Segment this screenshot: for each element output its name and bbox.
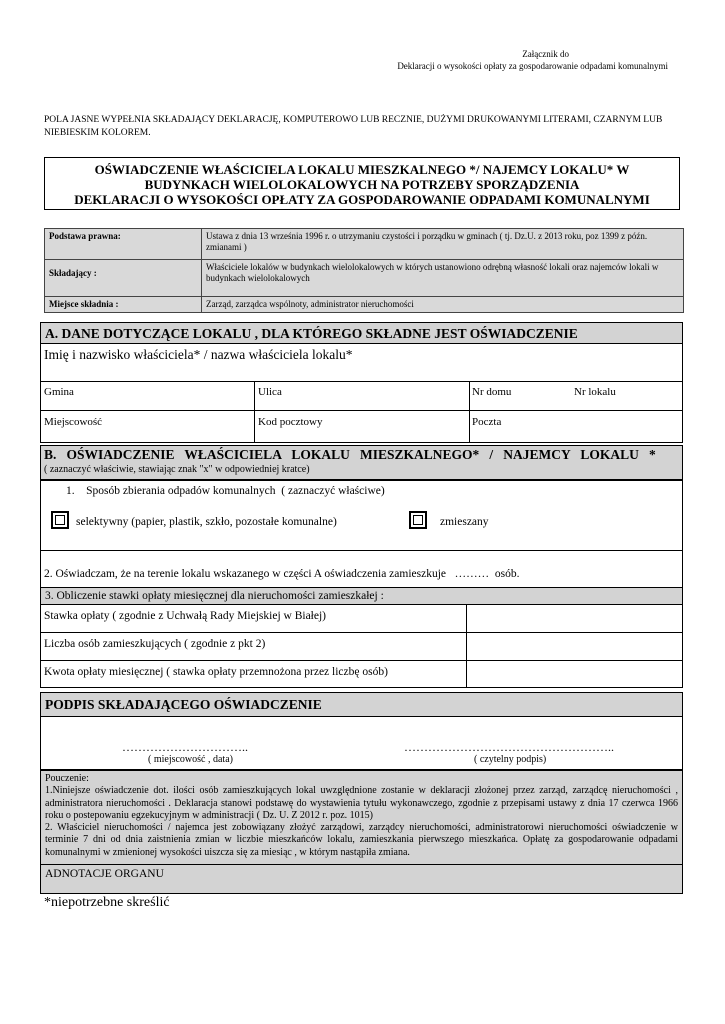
info-label: Podstawa prawna: bbox=[45, 229, 202, 260]
poczta-label: Poczta bbox=[472, 416, 502, 428]
section-b-header: B. OŚWIADCZENIE WŁAŚCICIELA LOKALU MIESZKALNEGO* / NAJEMCY LOKALU * bbox=[44, 447, 656, 462]
info-row-place bbox=[45, 297, 684, 313]
rate-field[interactable] bbox=[468, 606, 680, 631]
kod-pocztowy-field[interactable] bbox=[256, 427, 466, 441]
gmina-field[interactable] bbox=[42, 396, 252, 409]
amount-label: Kwota opłaty miesięcznej ( stawka opłaty przemnożona przez liczbę osób) bbox=[44, 666, 388, 678]
amount-field[interactable] bbox=[468, 662, 680, 687]
kod-pocztowy-label: Kod pocztowy bbox=[258, 416, 323, 428]
info-label: Miejsce składnia : bbox=[45, 297, 202, 313]
place-date-field[interactable] bbox=[120, 736, 285, 754]
notice-title: Pouczenie: bbox=[45, 773, 89, 784]
residents-declaration: 2. Oświadczam, że na terenie lokalu wskazanego w części A oświadczenia zamieszkuje ……… osób. bbox=[44, 568, 520, 580]
fee-calculation-header: 3. Obliczenie stawki opłaty miesięcznej dla nieruchomości zamieszkałej : bbox=[40, 587, 683, 605]
appendix-line2: Deklaracji o wysokości opłaty za gospodarowanie odpadami komunalnymi bbox=[397, 61, 668, 71]
signature-dots: …………………………………………….. bbox=[404, 740, 614, 754]
signature-field[interactable] bbox=[402, 736, 662, 754]
miejscowosc-field[interactable] bbox=[42, 427, 252, 441]
form-title bbox=[44, 157, 680, 210]
nr-lokalu-field[interactable] bbox=[574, 396, 679, 409]
mixed-label: zmieszany bbox=[440, 516, 489, 528]
gmina-label: Gmina bbox=[44, 386, 74, 398]
legal-info-table bbox=[44, 228, 684, 313]
info-value: Ustawa z dnia 13 września 1996 r. o utrzymaniu czystości i porządku w gminach ( tj. Dz.U. z 2013 roku, poz 1399 z późn. zmianami ) bbox=[202, 229, 684, 260]
owner-name-label: Imię i nazwisko właściciela* / nazwa właściciela lokalu* bbox=[44, 347, 353, 362]
persons-field[interactable] bbox=[468, 634, 680, 659]
nr-lokalu-label: Nr lokalu bbox=[574, 386, 616, 398]
info-row-submitter bbox=[45, 260, 684, 297]
ulica-label: Ulica bbox=[258, 386, 282, 398]
owner-name-field[interactable] bbox=[250, 360, 670, 380]
persons-label: Liczba osób zamieszkujących ( zgodnie z pkt 2) bbox=[44, 638, 266, 650]
info-value: Zarząd, zarządca wspólnoty, administrator nieruchomości bbox=[202, 297, 684, 313]
selective-label: selektywny (papier, plastik, szkło, pozostałe komunalne) bbox=[76, 516, 337, 528]
selective-checkbox[interactable] bbox=[51, 511, 69, 529]
residents-count-field[interactable] bbox=[478, 568, 544, 582]
title-line3: DEKLARACJI O WYSOKOŚCI OPŁATY ZA GOSPODAROWANIE ODPADAMI KOMUNALNYMI bbox=[74, 192, 650, 207]
place-date-dots: ………………………….. bbox=[122, 740, 248, 754]
info-label: Składający : bbox=[45, 260, 202, 297]
section-a-header: A. DANE DOTYCZĄCE LOKALU , DLA KTÓREGO SKŁADNE JEST OŚWIADCZENIE bbox=[40, 322, 683, 344]
signature-header: PODPIS SKŁADAJĄCEGO OŚWIADCZENIE bbox=[40, 692, 683, 717]
appendix-line1: Załącznik do bbox=[522, 49, 569, 59]
notice-box bbox=[40, 770, 683, 865]
notice-paragraph-1: 1.Niniejsze oświadczenie dot. ilości osób zamieszkujących lokal uwzględnione zostanie w deklaracji złożonej przez zarząd, zarządcę nieruchomości , administratora nieruchomości . Deklaracja stanowi podstawę do wystawienia tytułu wykonawczego, zgodnie z przepisami ustawy z dnia 17 czerwca 1966 roku o postepowaniu egzekucyjnym w administracji ( Dz. U. Z 2012 r. poz. 1015) bbox=[45, 785, 678, 821]
signature-caption: ( czytelny podpis) bbox=[474, 754, 547, 765]
info-value: Właściciele lokalów w budynkach wielolokalowych w których ustanowiono odrębną własność lokali oraz najemców lokali w budynkach wielolokalowych bbox=[202, 260, 684, 297]
mixed-checkbox[interactable] bbox=[409, 511, 427, 529]
info-row-legal-basis bbox=[45, 229, 684, 260]
place-date-caption: ( miejscowość , data) bbox=[148, 754, 233, 765]
title-line1: OŚWIADCZENIE WŁAŚCICIELA LOKALU MIESZKALNEGO */ NAJEMCY LOKALU* W bbox=[94, 162, 630, 177]
section-b-subheader: ( zaznaczyć właściwie, stawiając znak "x" w odpowiedniej kratce) bbox=[44, 464, 310, 475]
notice-paragraph-2: 2. Właściciel nieruchomości / najemca jest zobowiązany złożyć zarządowi, zarządcy nieruchomości, administratorowi nieruchomości oświadczenie w terminie 7 dni od dnia zaistnienia zmian w liczbie mieszkańców lokalu, zamieszkania pierwszego mieszkańca. Opłatę za gospodarowanie odpadami komunalnymi w zmienionej wysokości uiszcza się za miesiąc , w którym nastąpiła zmiana. bbox=[45, 822, 678, 858]
footnote: *niepotrzebne skreślić bbox=[44, 895, 170, 910]
ulica-field[interactable] bbox=[256, 396, 466, 409]
authority-annotations: ADNOTACJE ORGANU bbox=[40, 864, 683, 894]
nr-domu-field[interactable] bbox=[471, 396, 571, 409]
fill-instruction: POLA JASNE WYPEŁNIA SKŁADAJĄCY DEKLARACJĘ, KOMPUTEROWO LUB RECZNIE, DUŻYMI DRUKOWANYMI LITERAMI, CZARNYM LUB NIEBIESKIM KOLOREM. bbox=[44, 115, 663, 138]
miejscowosc-label: Miejscowość bbox=[44, 416, 103, 428]
poczta-field[interactable] bbox=[471, 427, 679, 441]
nr-domu-label: Nr domu bbox=[472, 386, 512, 398]
title-line2: BUDYNKACH WIELOLOKALOWYCH NA POTRZEBY SPORZĄDZENIA bbox=[144, 177, 580, 192]
waste-collection-question: 1. Sposób zbierania odpadów komunalnych ( zaznaczyć właściwe) bbox=[66, 485, 385, 497]
appendix-header bbox=[0, 48, 668, 72]
rate-label: Stawka opłaty ( zgodnie z Uchwałą Rady Miejskiej w Białej) bbox=[44, 610, 326, 622]
